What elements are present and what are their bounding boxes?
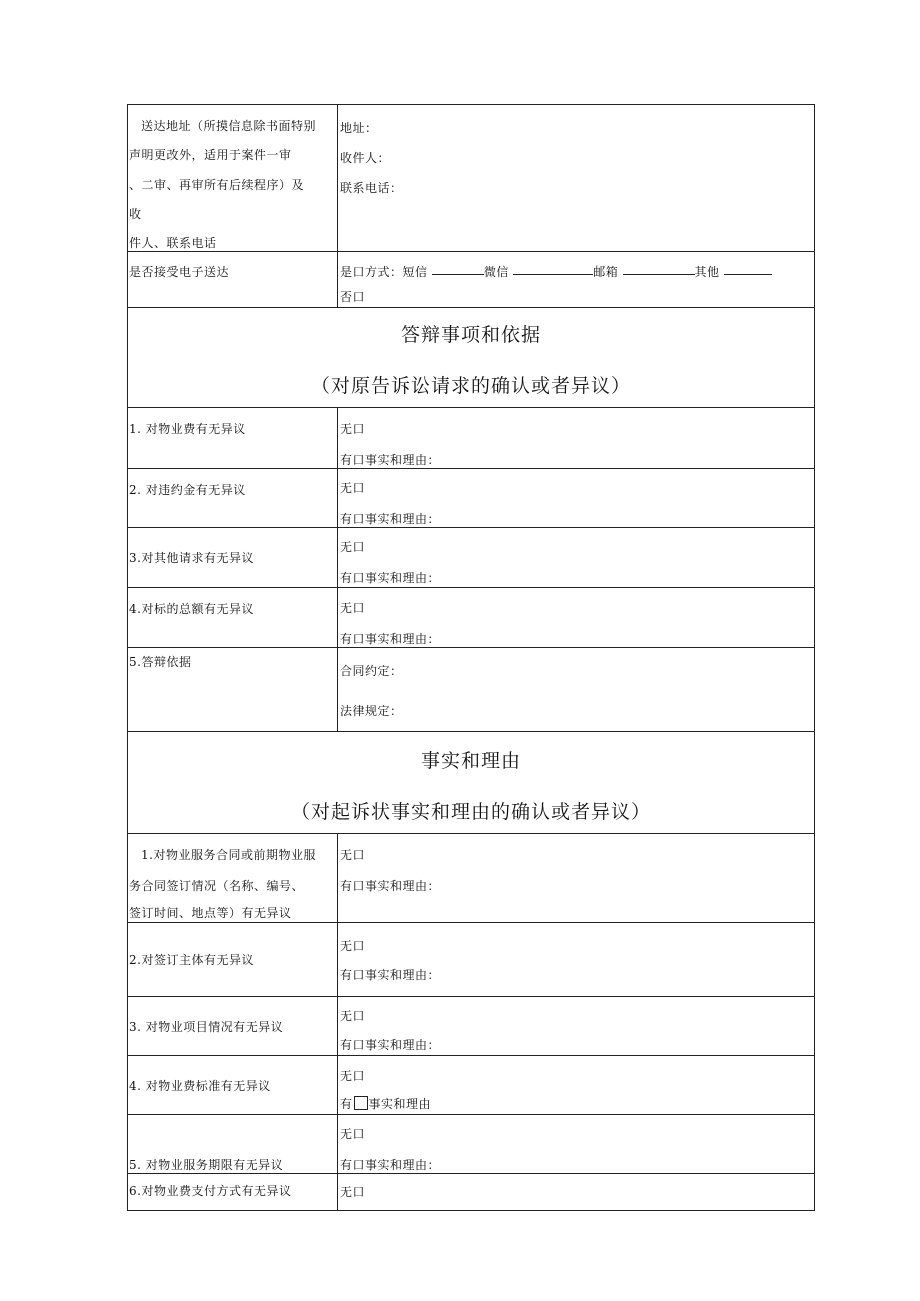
delivery-label-line-3: 、二审、再审所有后续程序）及 [129,178,305,192]
no-objection-option[interactable]: 无口 [340,939,366,953]
address-label: 地址： [340,121,378,135]
section1-subtitle: （对原告诉讼请求的确认或者异议） [310,375,631,397]
item-label: 3.对其他请求有无异议 [129,551,254,565]
item1-label-line-1: 1.对物业服务合同或前期物业服 [141,848,316,862]
objection-option[interactable]: 有口事实和理由： [340,632,441,646]
electronic-yes-option[interactable]: 是口方式： [340,265,403,279]
basis-label: 5.答辩依据 [129,655,192,669]
no-objection-option[interactable]: 无口 [340,481,366,495]
no-objection-option[interactable]: 无口 [340,422,366,436]
contract-basis-field[interactable]: 合同约定： [340,664,403,678]
item1-label-line-3: 签订时间、地点等）有无异议 [129,906,292,920]
delivery-label-line-1: 送达地址（所摸信息除书面特别 [141,119,317,133]
wechat-label: 微信 [483,265,509,279]
checkbox-icon[interactable] [354,1096,368,1110]
section2-title: 事实和理由 [420,750,521,772]
objection-option[interactable]: 有口事实和理由： [340,879,441,893]
objection-option[interactable]: 有口事实和理由： [340,571,441,585]
law-basis-field[interactable]: 法律规定： [340,704,403,718]
objection-prefix: 有 [340,1097,353,1111]
item-label: 6.对物业费支付方式有无异议 [129,1184,292,1198]
objection-option[interactable]: 有口事实和理由： [340,968,441,982]
wechat-blank[interactable] [513,273,593,275]
other-label: 其他 [694,265,720,279]
item-label: 2. 对违约金有无异议 [129,483,246,497]
section2-item-row [128,1056,815,1115]
no-objection-option[interactable]: 无口 [340,848,366,862]
item-label: 4. 对物业费标准有无异议 [129,1079,271,1093]
delivery-label-line-2: 声明更改外，适用于案件一审 [129,148,292,162]
item-label: 5. 对物业服务期限有无异议 [129,1158,284,1172]
answer-form-table [127,104,815,1211]
delivery-label-line-5: 件人、联系电话 [129,236,217,250]
section2-item-row [128,997,815,1056]
electronic-delivery-row [128,252,815,308]
section1-item-row [128,408,815,469]
section1-item-row [128,588,815,648]
recipient-label: 收件人： [340,151,391,165]
delivery-address-row [128,105,815,252]
objection-option[interactable]: 有口事实和理由： [340,1158,441,1172]
no-objection-option[interactable]: 无口 [340,1185,366,1199]
section1-header-row [128,308,815,408]
objection-option[interactable]: 有口事实和理由： [340,512,441,526]
objection-option[interactable]: 有口事实和理由： [340,453,441,467]
no-objection-option[interactable]: 无口 [340,540,366,554]
email-label: 邮箱 [593,265,619,279]
item-label: 2.对签订主体有无异议 [129,953,254,967]
section1-basis-row [128,648,815,732]
section2-item-row [128,834,815,923]
section2-item-row [128,1174,815,1211]
section1-title: 答辩事项和依据 [400,324,541,346]
no-objection-option[interactable]: 无口 [340,1009,366,1023]
section1-item-row [128,528,815,588]
objection-option[interactable]: 有口事实和理由： [340,1038,441,1052]
electronic-options[interactable] [340,263,772,280]
phone-label: 联系电话： [340,181,403,195]
electronic-delivery-label: 是否接受电子送达 [129,265,230,279]
section2-item-row [128,1115,815,1174]
sms-blank[interactable] [432,273,484,275]
no-objection-option[interactable]: 无口 [340,1069,366,1083]
objection-option[interactable] [340,1095,431,1112]
item-label: 1. 对物业费有无异议 [129,422,246,436]
sms-label: 短信 [402,265,428,279]
objection-suffix: 事实和理由 [368,1097,432,1111]
email-blank[interactable] [623,273,695,275]
other-blank[interactable] [724,273,772,275]
section2-subtitle: （对起诉状事实和理由的确认或者异议） [290,801,651,823]
item-label: 4.对标的总额有无异议 [129,602,254,616]
section2-header-row [128,732,815,834]
delivery-label-line-4: 收 [129,207,142,221]
delivery-address-field[interactable] [338,105,814,251]
no-objection-option[interactable]: 无口 [340,1127,366,1141]
no-objection-option[interactable]: 无口 [340,601,366,615]
item-label: 3. 对物业项目情况有无异议 [129,1020,284,1034]
section2-item-row [128,923,815,997]
section1-item-row [128,469,815,528]
item1-label-line-2: 务合同签订情况（名称、编号、 [129,879,305,893]
electronic-no-option[interactable]: 否口 [340,290,366,304]
